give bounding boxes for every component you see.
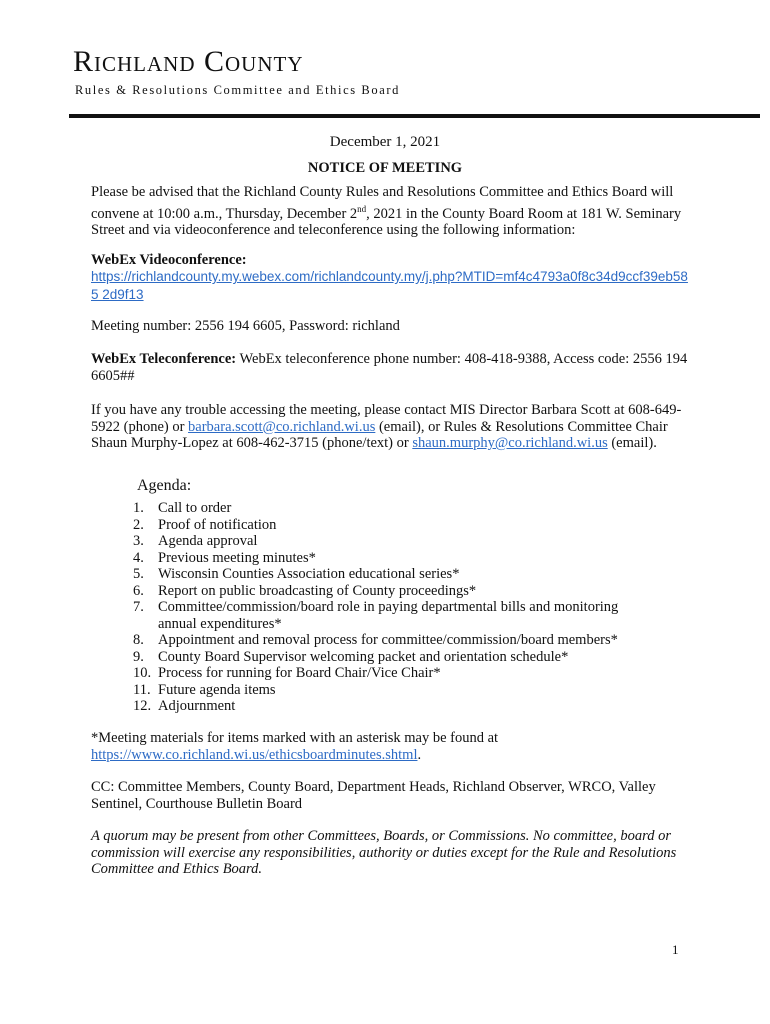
agenda-item [133,698,653,715]
shaun-email-link[interactable]: shaun.murphy@co.richland.wi.us [412,435,608,451]
notice-title: NOTICE OF MEETING [307,160,463,176]
webex-tele-label: WebEx Teleconference: [91,351,237,367]
agenda-item [133,632,653,649]
agenda-item-number: 10. [133,665,152,681]
webex-tele-paragraph [91,351,691,384]
trouble-paragraph [91,402,691,452]
trouble-text-2: (email), or Rules & Resolutions Committee Chair Shaun Murphy-Lopez at 608-462-3715 (phone/text) or [91,418,668,451]
agenda-item-number: 6. [133,582,144,599]
page-number: 1 [672,942,679,957]
agenda-item-number: 1. [133,500,144,516]
agenda-item-number: 4. [133,549,144,566]
agenda-item-text: Report on public broadcasting of County proceedings* [158,582,477,599]
agenda-item-text: County Board Supervisor welcoming packet and orientation schedule* [158,648,569,665]
agenda-item-text: Adjournment [158,698,236,714]
agenda-item [133,583,653,600]
agenda-item-number: 5. [133,566,144,582]
agenda-item [133,682,653,699]
agenda-item [133,550,653,567]
agenda-item-text: Proof of notification [158,516,277,533]
agenda-item [133,517,653,534]
agenda-item-number: 11. [133,681,151,698]
quorum-disclaimer: A quorum may be present from other Committees, Boards, or Commissions. No committee, board or commission will exercise any responsibilities, authority or duties except for the Rule and Resolutions Committee and Ethics Board. [91,828,677,877]
agenda-item [133,665,653,682]
agenda-item-number: 7. [133,599,144,615]
agenda-item-text: Previous meeting minutes* [158,549,316,566]
webex-tele-text: WebEx teleconference phone number: 408-418-9388, Access code: 2556 194 6605## [91,351,688,384]
agenda-item-text: Call to order [158,500,232,516]
materials-paragraph [91,730,691,763]
agenda-item-number: 8. [133,632,144,648]
notice-date: December 1, 2021 [329,134,441,150]
meeting-info: Meeting number: 2556 194 6605, Password: richland [91,318,400,334]
agenda-item-number: 2. [133,516,144,533]
webex-video-link[interactable]: https://richlandcounty.my.webex.com/richlandcounty.my/j.php?MTID=mf4c4793a0f8c34d9ccf39eb585 2d9f13 [91,269,688,302]
agenda-heading: Agenda: [137,477,192,494]
webex-video-label: WebEx Videoconference: [91,252,247,268]
agenda-item-text: Appointment and removal process for committee/commission/board members* [158,632,618,648]
county-title: Richland County [73,45,304,78]
agenda-list [133,500,653,715]
agenda-item [133,500,653,517]
committee-subtitle: Rules & Resolutions Committee and Ethics Board [75,83,400,97]
agenda-item-number: 3. [133,533,144,549]
header-divider [69,114,760,118]
agenda-item-number: 12. [133,698,152,714]
agenda-item-text: Process for running for Board Chair/Vice Chair* [158,665,441,681]
agenda-item [133,599,653,632]
intro-superscript: nd [357,203,367,214]
agenda-item-text: Future agenda items [158,681,276,698]
agenda-item-text: Agenda approval [158,533,258,549]
barbara-email-link[interactable]: barbara.scott@co.richland.wi.us [188,418,376,435]
agenda-item-text: Committee/commission/board role in paying departmental bills and monitoring annual expenditures* [158,599,619,632]
agenda-item-number: 9. [133,648,144,665]
intro-paragraph [91,184,691,238]
intro-text-2: , 2021 in the County Board Room at 181 W. Seminary Street and via videoconference and teleconference using the following information: [91,205,682,238]
materials-text: *Meeting materials for items marked with an asterisk may be found at [91,730,499,746]
trouble-text-3: (email). [607,435,657,451]
cc-paragraph: CC: Committee Members, County Board, Department Heads, Richland Observer, WRCO, Valley Sentinel, Courthouse Bulletin Board [91,779,656,812]
materials-end: . [417,746,422,763]
trouble-text-1: If you have any trouble accessing the meeting, please contact MIS Director Barbara Scott at 608-649-5922 (phone) or [91,402,682,435]
agenda-item-text: Wisconsin Counties Association educational series* [158,566,460,582]
agenda-item [133,649,653,666]
agenda-item [133,566,653,583]
agenda-item [133,533,653,550]
intro-text-1: Please be advised that the Richland County Rules and Resolutions Committee and Ethics Board will convene at 10:00 a.m., Thursday, December 2 [91,184,674,222]
ethics-minutes-link[interactable]: https://www.co.richland.wi.us/ethicsboardminutes.shtml [91,746,418,763]
